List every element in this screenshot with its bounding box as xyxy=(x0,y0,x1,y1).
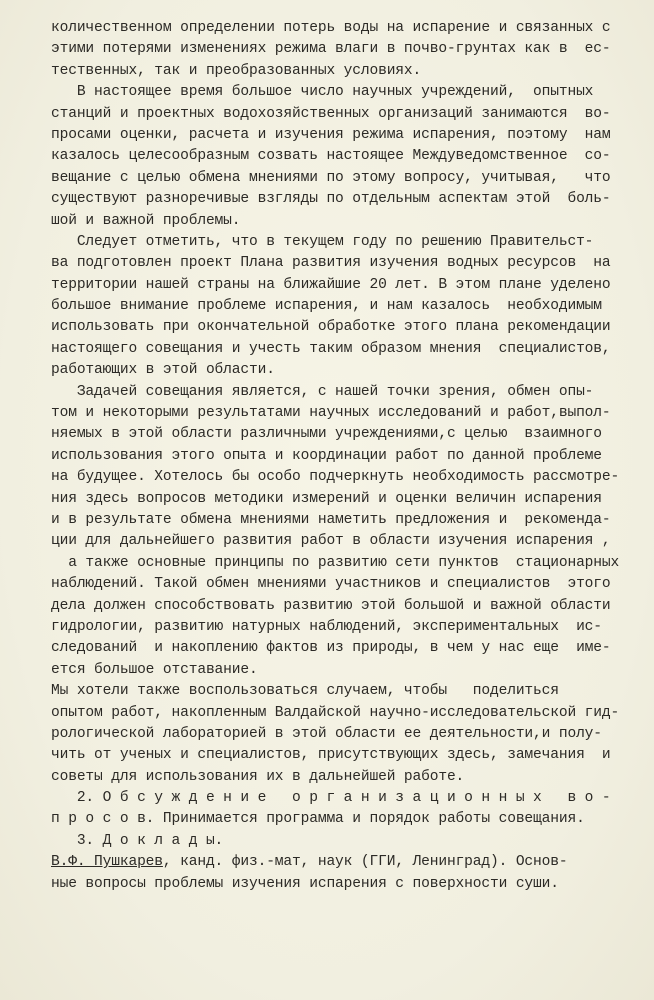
text-line: на будущее. Хотелось бы особо подчеркнуть необходимость рассмотре- xyxy=(51,469,620,486)
text-line: шой и важной проблемы. xyxy=(51,212,241,229)
text-line: Мы хотели также воспользоваться случаем, чтобы поделиться xyxy=(51,683,559,700)
text-line: ва подготовлен проект Плана развития изучения водных ресурсов на xyxy=(51,255,611,272)
report-author: В.Ф. Пушкарев xyxy=(51,854,163,871)
text-line: следований и накоплению фактов из природы, в чем у нас еще име- xyxy=(51,640,611,657)
text-line: вещание с целью обмена мнениями по этому вопросу, учитывая, что xyxy=(51,169,611,186)
report-title: ные вопросы проблемы изучения испарения с поверхности суши. xyxy=(51,875,559,892)
text-line: тественных, так и преобразованных условиях. xyxy=(51,62,422,79)
text-line: ции для дальнейшего развития работ в области изучения испарения , xyxy=(51,533,611,550)
report-author-credentials: , канд. физ.-мат, наук (ГГИ, Ленинград). Основ- xyxy=(162,854,568,871)
report-entry-line xyxy=(51,852,621,873)
text-line: работающих в этой области. xyxy=(51,362,275,379)
text-line: использования этого опыта и координации работ по данной проблеме xyxy=(51,447,602,464)
text-line: чить от ученых и специалистов, присутствующих здесь, замечания и xyxy=(51,747,611,764)
text-line: и в результате обмена мнениями наметить предложения и рекоменда- xyxy=(51,511,611,528)
text-line: Следует отметить, что в текущем году по решению Правительст- xyxy=(51,233,594,250)
text-line: казалось целесообразным созвать настоящее Междуведомственное со- xyxy=(51,148,611,165)
text-line: станций и проектных водохозяйственных организаций занимаются во- xyxy=(51,105,611,122)
text-line: а также основные принципы по развитию сети пунктов стационарных xyxy=(51,554,620,571)
section-2-text: п р о с о в. Принимается программа и порядок работы совещания. xyxy=(51,811,585,828)
section-3-heading: 3. Д о к л а д ы. xyxy=(51,832,224,849)
text-line: наблюдений. Такой обмен мнениями участников и специалистов этого xyxy=(51,576,611,593)
text-line: советы для использования их в дальнейшей работе. xyxy=(51,768,465,785)
text-line: гидрологии, развитию натурных наблюдений, экспериментальных ис- xyxy=(51,618,602,635)
text-line: использовать при окончательной обработке этого плана рекомендации xyxy=(51,319,611,336)
text-line: просами оценки, расчета и изучения режима испарения, поэтому нам xyxy=(51,126,611,143)
text-line: большое внимание проблеме испарения, и нам казалось необходимым xyxy=(51,298,602,315)
text-line: территории нашей страны на ближайшие 20 лет. В этом плане уделено xyxy=(51,276,611,293)
text-line: ния здесь вопросов методики измерений и оценки величин испарения xyxy=(51,490,602,507)
text-line: В настоящее время большое число научных учреждений, опытных xyxy=(51,84,594,101)
text-line: существуют разноречивые взгляды по отдельным аспектам этой боль- xyxy=(51,191,611,208)
text-line: рологической лабораторией в этой области ее деятельности,и полу- xyxy=(51,725,602,742)
document-body xyxy=(51,18,621,895)
text-line: этими потерями изменениях режима влаги в почво-грунтах как в ес- xyxy=(51,41,611,58)
text-line: дела должен способствовать развитию этой большой и важной области xyxy=(51,597,611,614)
text-line: количественном определении потерь воды на испарение и связанных с xyxy=(51,20,611,36)
text-line: Задачей совещания является, с нашей точки зрения, обмен опы- xyxy=(51,383,594,400)
text-line: том и некоторыми результатами научных исследований и работ,выпол- xyxy=(51,405,611,422)
text-line: настоящего совещания и учесть таким образом мнения специалистов, xyxy=(51,340,611,357)
text-line: няемых в этой области различными учреждениями,с целью взаимного xyxy=(51,426,602,443)
section-2-heading: 2. О б с у ж д е н и е о р г а н и з а ц и о н н ы х в о - xyxy=(51,790,611,807)
text-line: ется большое отставание. xyxy=(51,661,258,678)
text-line: опытом работ, накопленным Валдайской научно-исследовательской гид- xyxy=(51,704,620,721)
